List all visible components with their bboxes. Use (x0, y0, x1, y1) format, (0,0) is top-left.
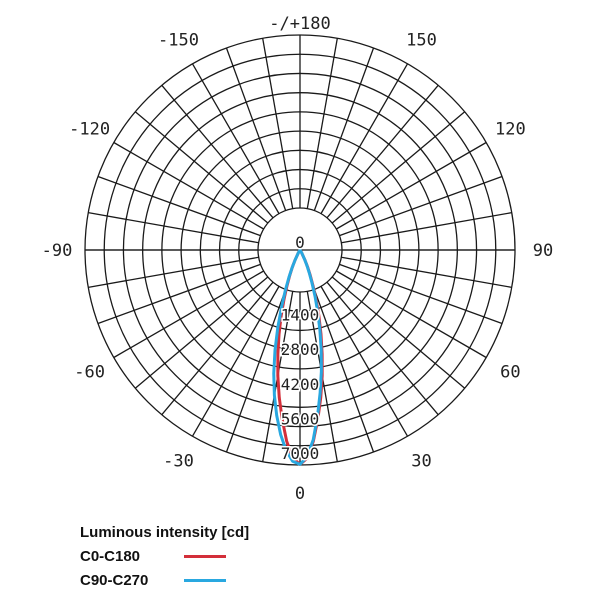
angle-tick-label: 30 (411, 451, 432, 472)
grid-spoke (98, 264, 261, 323)
grid-spoke (327, 282, 438, 415)
grid-spoke (327, 85, 438, 218)
legend (80, 522, 380, 592)
grid-spoke (98, 176, 261, 235)
grid-spoke (314, 48, 373, 211)
legend-item-c90-c270 (80, 568, 380, 592)
radial-tick-label: 2800 (280, 340, 320, 360)
grid-spoke (88, 213, 258, 243)
angle-tick-label: -30 (163, 451, 194, 472)
radial-tick-label: 7000 (280, 444, 320, 463)
grid-spoke (341, 257, 511, 287)
grid-spoke (135, 112, 268, 223)
grid-spoke (332, 112, 465, 223)
grid-spoke (336, 143, 486, 230)
grid-spoke (307, 38, 337, 208)
angle-tick-label: 0 (294, 484, 306, 504)
angle-tick-label: 60 (500, 362, 521, 383)
grid-spoke (162, 282, 273, 415)
grid-spoke (88, 257, 258, 287)
grid-spoke (339, 264, 502, 323)
legend-item-c0-c180 (80, 544, 380, 568)
angle-tick-label: 120 (495, 119, 526, 140)
grid-spoke (341, 213, 511, 243)
radial-tick-label: 1400 (280, 305, 320, 325)
grid-spoke (339, 176, 502, 235)
radial-tick-label: 4200 (280, 374, 320, 394)
radial-tick-label: 5600 (280, 409, 320, 429)
angle-tick-label: 90 (532, 241, 554, 261)
angle-tick-label: -/+180 (269, 14, 331, 34)
radial-tick-label: 0 (295, 233, 305, 252)
grid-spoke (162, 85, 273, 218)
grid-spoke (321, 286, 408, 436)
grid-spoke (321, 64, 408, 214)
angle-tick-label: -60 (74, 362, 105, 383)
grid-spoke (226, 48, 285, 211)
grid-spoke (135, 277, 268, 388)
grid-spoke (263, 38, 293, 208)
grid-spoke (336, 271, 486, 358)
legend-label: C90-C270 (80, 571, 149, 589)
angle-tick-label: 150 (406, 30, 437, 51)
grid-spoke (332, 277, 465, 388)
angle-tick-label: -120 (69, 119, 111, 140)
grid-spoke (114, 271, 264, 358)
grid-spoke (193, 64, 280, 214)
grid-spoke (193, 286, 280, 436)
angle-tick-label: -150 (158, 30, 199, 51)
legend-label: C0-C180 (80, 547, 141, 565)
angle-tick-label: -90 (41, 241, 73, 261)
legend-title: Luminous intensity [cd] (80, 524, 250, 541)
legend-swatch-red (184, 555, 226, 558)
legend-swatch-blue (184, 579, 226, 582)
grid-spoke (114, 143, 264, 230)
